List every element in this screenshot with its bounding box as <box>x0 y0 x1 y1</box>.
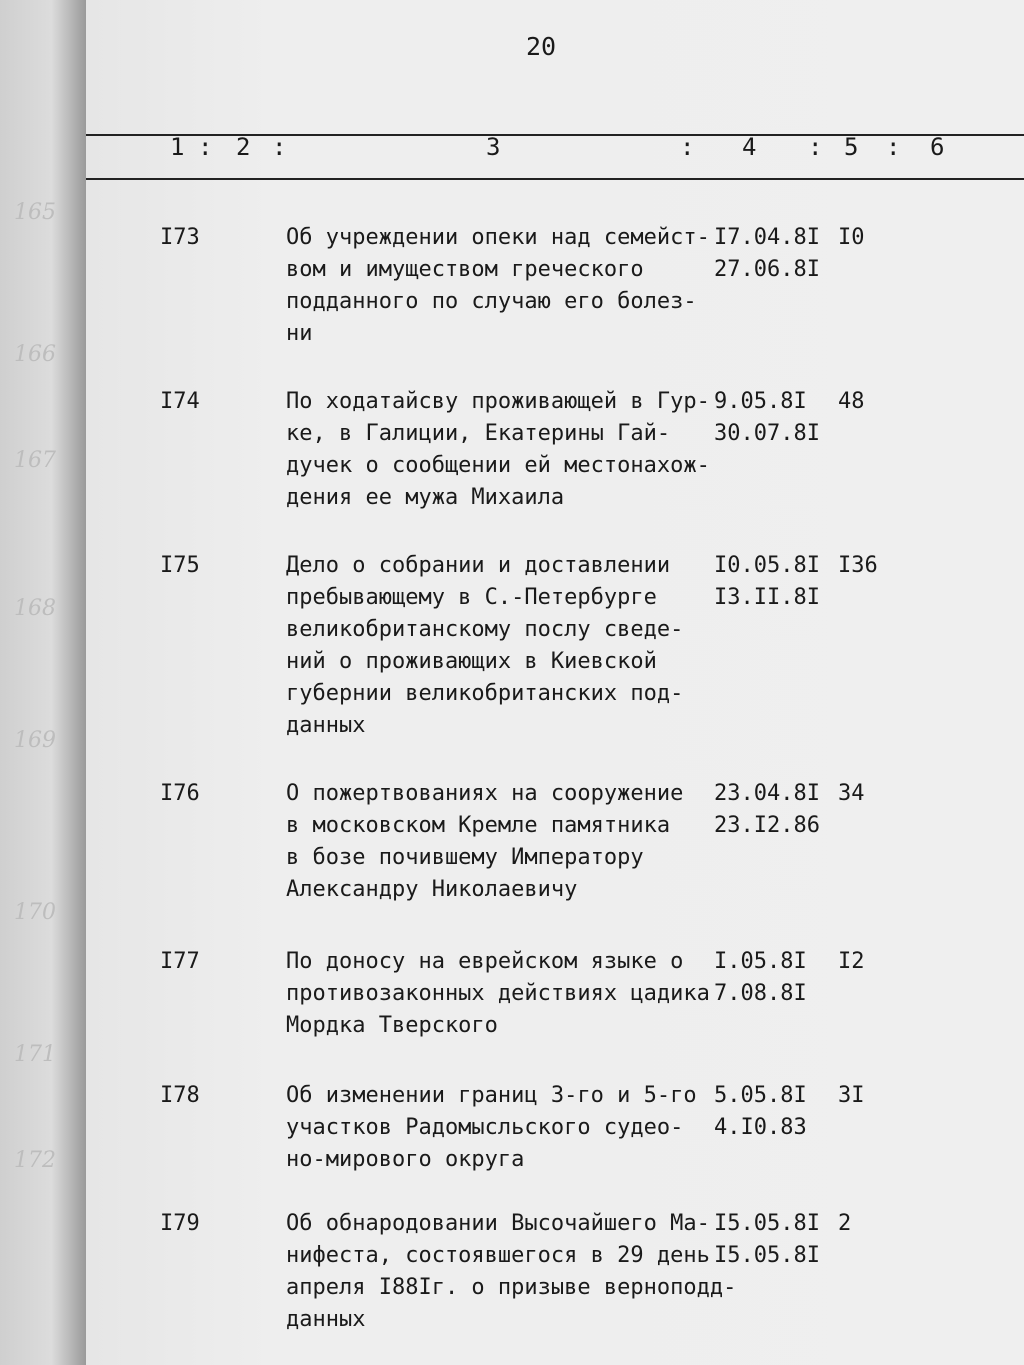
title-line: великобританскому послу сведе- <box>286 617 684 642</box>
entry-dates <box>714 386 820 450</box>
start-date: 5.05.8I <box>714 1083 807 1108</box>
entry-dates <box>714 1208 820 1272</box>
col-2-label: 2 <box>236 133 251 161</box>
entry-number: I73 <box>160 225 200 250</box>
entry-title <box>286 386 716 514</box>
sheet-count: 34 <box>838 781 865 806</box>
title-line: вом и имуществом греческого <box>286 257 644 282</box>
entry-dates <box>714 222 820 286</box>
entry-dates <box>714 946 807 1010</box>
start-date: I.05.8I <box>714 949 807 974</box>
table-header <box>86 133 1024 177</box>
title-line: ни <box>286 321 313 346</box>
entry-title <box>286 778 716 906</box>
col-6-label: 6 <box>930 133 945 161</box>
title-line: но-мирового округа <box>286 1147 525 1172</box>
title-line: подданного по случаю его болез- <box>286 289 697 314</box>
sheet-count: 3I <box>838 1083 865 1108</box>
col-3-label: 3 <box>486 133 501 161</box>
end-date: I5.05.8I <box>714 1243 820 1268</box>
col-separator: : <box>198 133 213 161</box>
margin-number: 172 <box>14 1148 56 1173</box>
title-line: данных <box>286 1307 366 1332</box>
col-separator: : <box>808 133 823 161</box>
col-separator: : <box>272 133 287 161</box>
entry-title <box>286 1080 716 1176</box>
margin-number: 170 <box>14 900 56 925</box>
title-line: О пожертвованиях на сооружение <box>286 781 684 806</box>
entry-number: I79 <box>160 1211 200 1236</box>
entry-number: I76 <box>160 781 200 806</box>
margin-number: 171 <box>14 1042 56 1067</box>
end-date: 23.I2.86 <box>714 813 820 838</box>
title-line: нифеста, состоявшегося в 29 день <box>286 1243 710 1268</box>
start-date: I5.05.8I <box>714 1211 820 1236</box>
start-date: I7.04.8I <box>714 225 820 250</box>
title-line: Дело о собрании и доставлении <box>286 553 671 578</box>
margin-number: 169 <box>14 728 56 753</box>
end-date: 7.08.8I <box>714 981 807 1006</box>
title-line: По ходатайсву проживающей в Гур- <box>286 389 710 414</box>
entry-dates <box>714 1080 807 1144</box>
start-date: I0.05.8I <box>714 553 820 578</box>
entry-dates <box>714 778 820 842</box>
title-line: Александру Николаевичу <box>286 877 578 902</box>
entry-number: I74 <box>160 389 200 414</box>
title-line: ний о проживающих в Киевской <box>286 649 657 674</box>
title-line: Мордка Тверского <box>286 1013 498 1038</box>
entry-title <box>286 1208 737 1336</box>
title-line: в бозе почившему Императору <box>286 845 644 870</box>
entry-title <box>286 550 716 742</box>
start-date: 9.05.8I <box>714 389 807 414</box>
title-line: дения ее мужа Михаила <box>286 485 565 510</box>
entry-title <box>286 946 716 1042</box>
title-line: в московском Кремле памятника <box>286 813 671 838</box>
sheet-count: I2 <box>838 949 865 974</box>
header-bottom-rule <box>86 178 1024 180</box>
margin-number: 167 <box>14 448 56 473</box>
title-line: противозаконных действиях цадика <box>286 981 710 1006</box>
title-line: губернии великобританских под- <box>286 681 684 706</box>
sheet-count: 2 <box>838 1211 852 1236</box>
margin-number: 165 <box>14 200 56 225</box>
end-date: 27.06.8I <box>714 257 820 282</box>
document-page <box>86 0 1024 1365</box>
margin-number: 166 <box>14 342 56 367</box>
sheet-count: 48 <box>838 389 865 414</box>
title-line: пребывающему в С.-Петербурге <box>286 585 657 610</box>
sheet-count: I36 <box>838 553 878 578</box>
entry-dates <box>714 550 820 614</box>
title-line: Об изменении границ 3-го и 5-го <box>286 1083 697 1108</box>
title-line: апреля I88Iг. о призыве верноподд- <box>286 1275 737 1300</box>
title-line: дучек о сообщении ей местонахож- <box>286 453 710 478</box>
end-date: 30.07.8I <box>714 421 820 446</box>
col-5-label: 5 <box>844 133 859 161</box>
col-separator: : <box>680 133 695 161</box>
title-line: данных <box>286 713 366 738</box>
col-1-label: 1 <box>170 133 185 161</box>
entry-title <box>286 222 716 350</box>
entry-number: I78 <box>160 1083 200 1108</box>
end-date: I3.II.8I <box>714 585 820 610</box>
start-date: 23.04.8I <box>714 781 820 806</box>
col-separator: : <box>886 133 901 161</box>
title-line: По доносу на еврейском языке о <box>286 949 684 974</box>
title-line: ке, в Галиции, Екатерины Гай- <box>286 421 671 446</box>
margin-number: 168 <box>14 596 56 621</box>
title-line: участков Радомысльского судео- <box>286 1115 684 1140</box>
sheet-count: I0 <box>838 225 865 250</box>
page-number: 20 <box>526 32 557 61</box>
entry-number: I77 <box>160 949 200 974</box>
entry-number: I75 <box>160 553 200 578</box>
facing-page-edge <box>0 0 86 1365</box>
title-line: Об учреждении опеки над семейст- <box>286 225 710 250</box>
end-date: 4.I0.83 <box>714 1115 807 1140</box>
col-4-label: 4 <box>742 133 757 161</box>
title-line: Об обнародовании Высочайшего Ма- <box>286 1211 710 1236</box>
